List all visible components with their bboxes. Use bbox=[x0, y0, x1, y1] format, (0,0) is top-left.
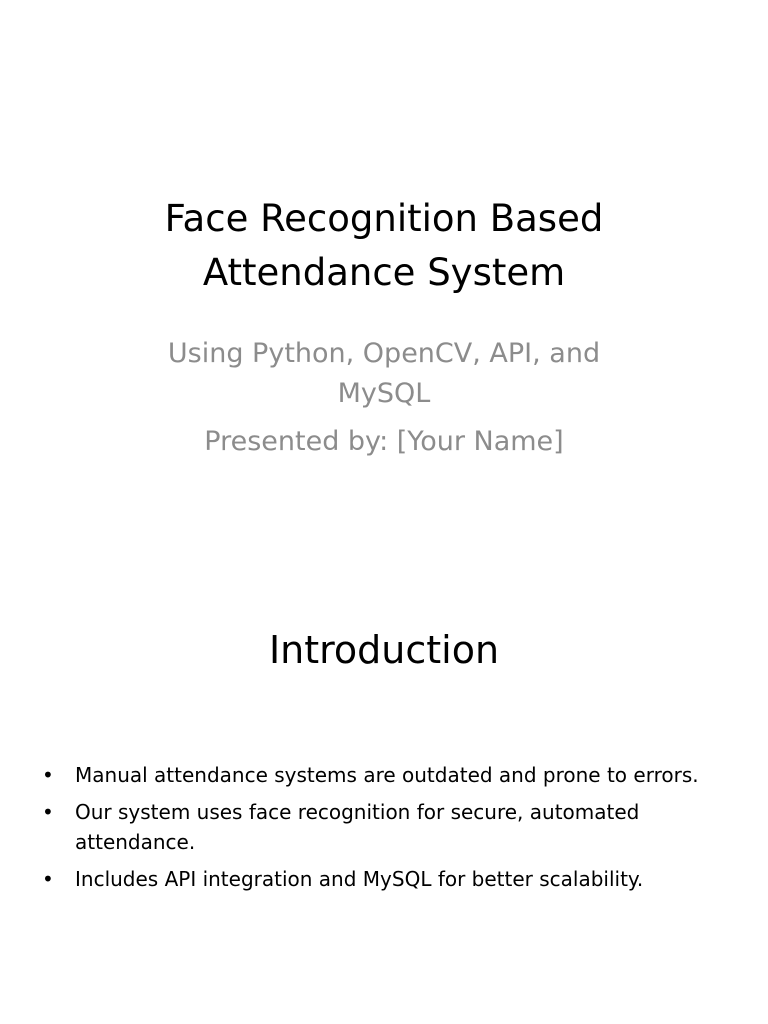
bullet-text bbox=[75, 864, 740, 894]
list-item bbox=[40, 760, 740, 790]
introduction-slide bbox=[0, 512, 768, 1024]
slide-title bbox=[60, 192, 708, 300]
list-item bbox=[40, 864, 740, 894]
bullet-text bbox=[75, 760, 740, 790]
bullet-icon: • bbox=[42, 763, 54, 787]
slide-heading: Introduction bbox=[268, 628, 500, 672]
bullet-text-line: Includes API integration and MySQL for better scalability. bbox=[75, 867, 644, 891]
presenter-line: Presented by: [Your Name] bbox=[204, 426, 564, 457]
slide-title-line: Attendance System bbox=[202, 251, 566, 294]
subtitle-line: MySQL bbox=[337, 378, 431, 409]
bullet-text-line: Our system uses face recognition for secure, automated bbox=[75, 800, 640, 824]
bullet-list bbox=[40, 760, 740, 901]
bullet-icon: • bbox=[42, 800, 54, 824]
bullet-text-line: attendance. bbox=[75, 830, 196, 854]
bullet-icon: • bbox=[42, 867, 54, 891]
bullet-text bbox=[75, 797, 740, 857]
slide-title-line: Face Recognition Based bbox=[164, 197, 604, 240]
slide-subtitle bbox=[90, 334, 678, 462]
bullet-text-line: Manual attendance systems are outdated and prone to errors. bbox=[75, 763, 699, 787]
subtitle-line: Using Python, OpenCV, API, and bbox=[167, 338, 601, 369]
list-item bbox=[40, 797, 740, 857]
